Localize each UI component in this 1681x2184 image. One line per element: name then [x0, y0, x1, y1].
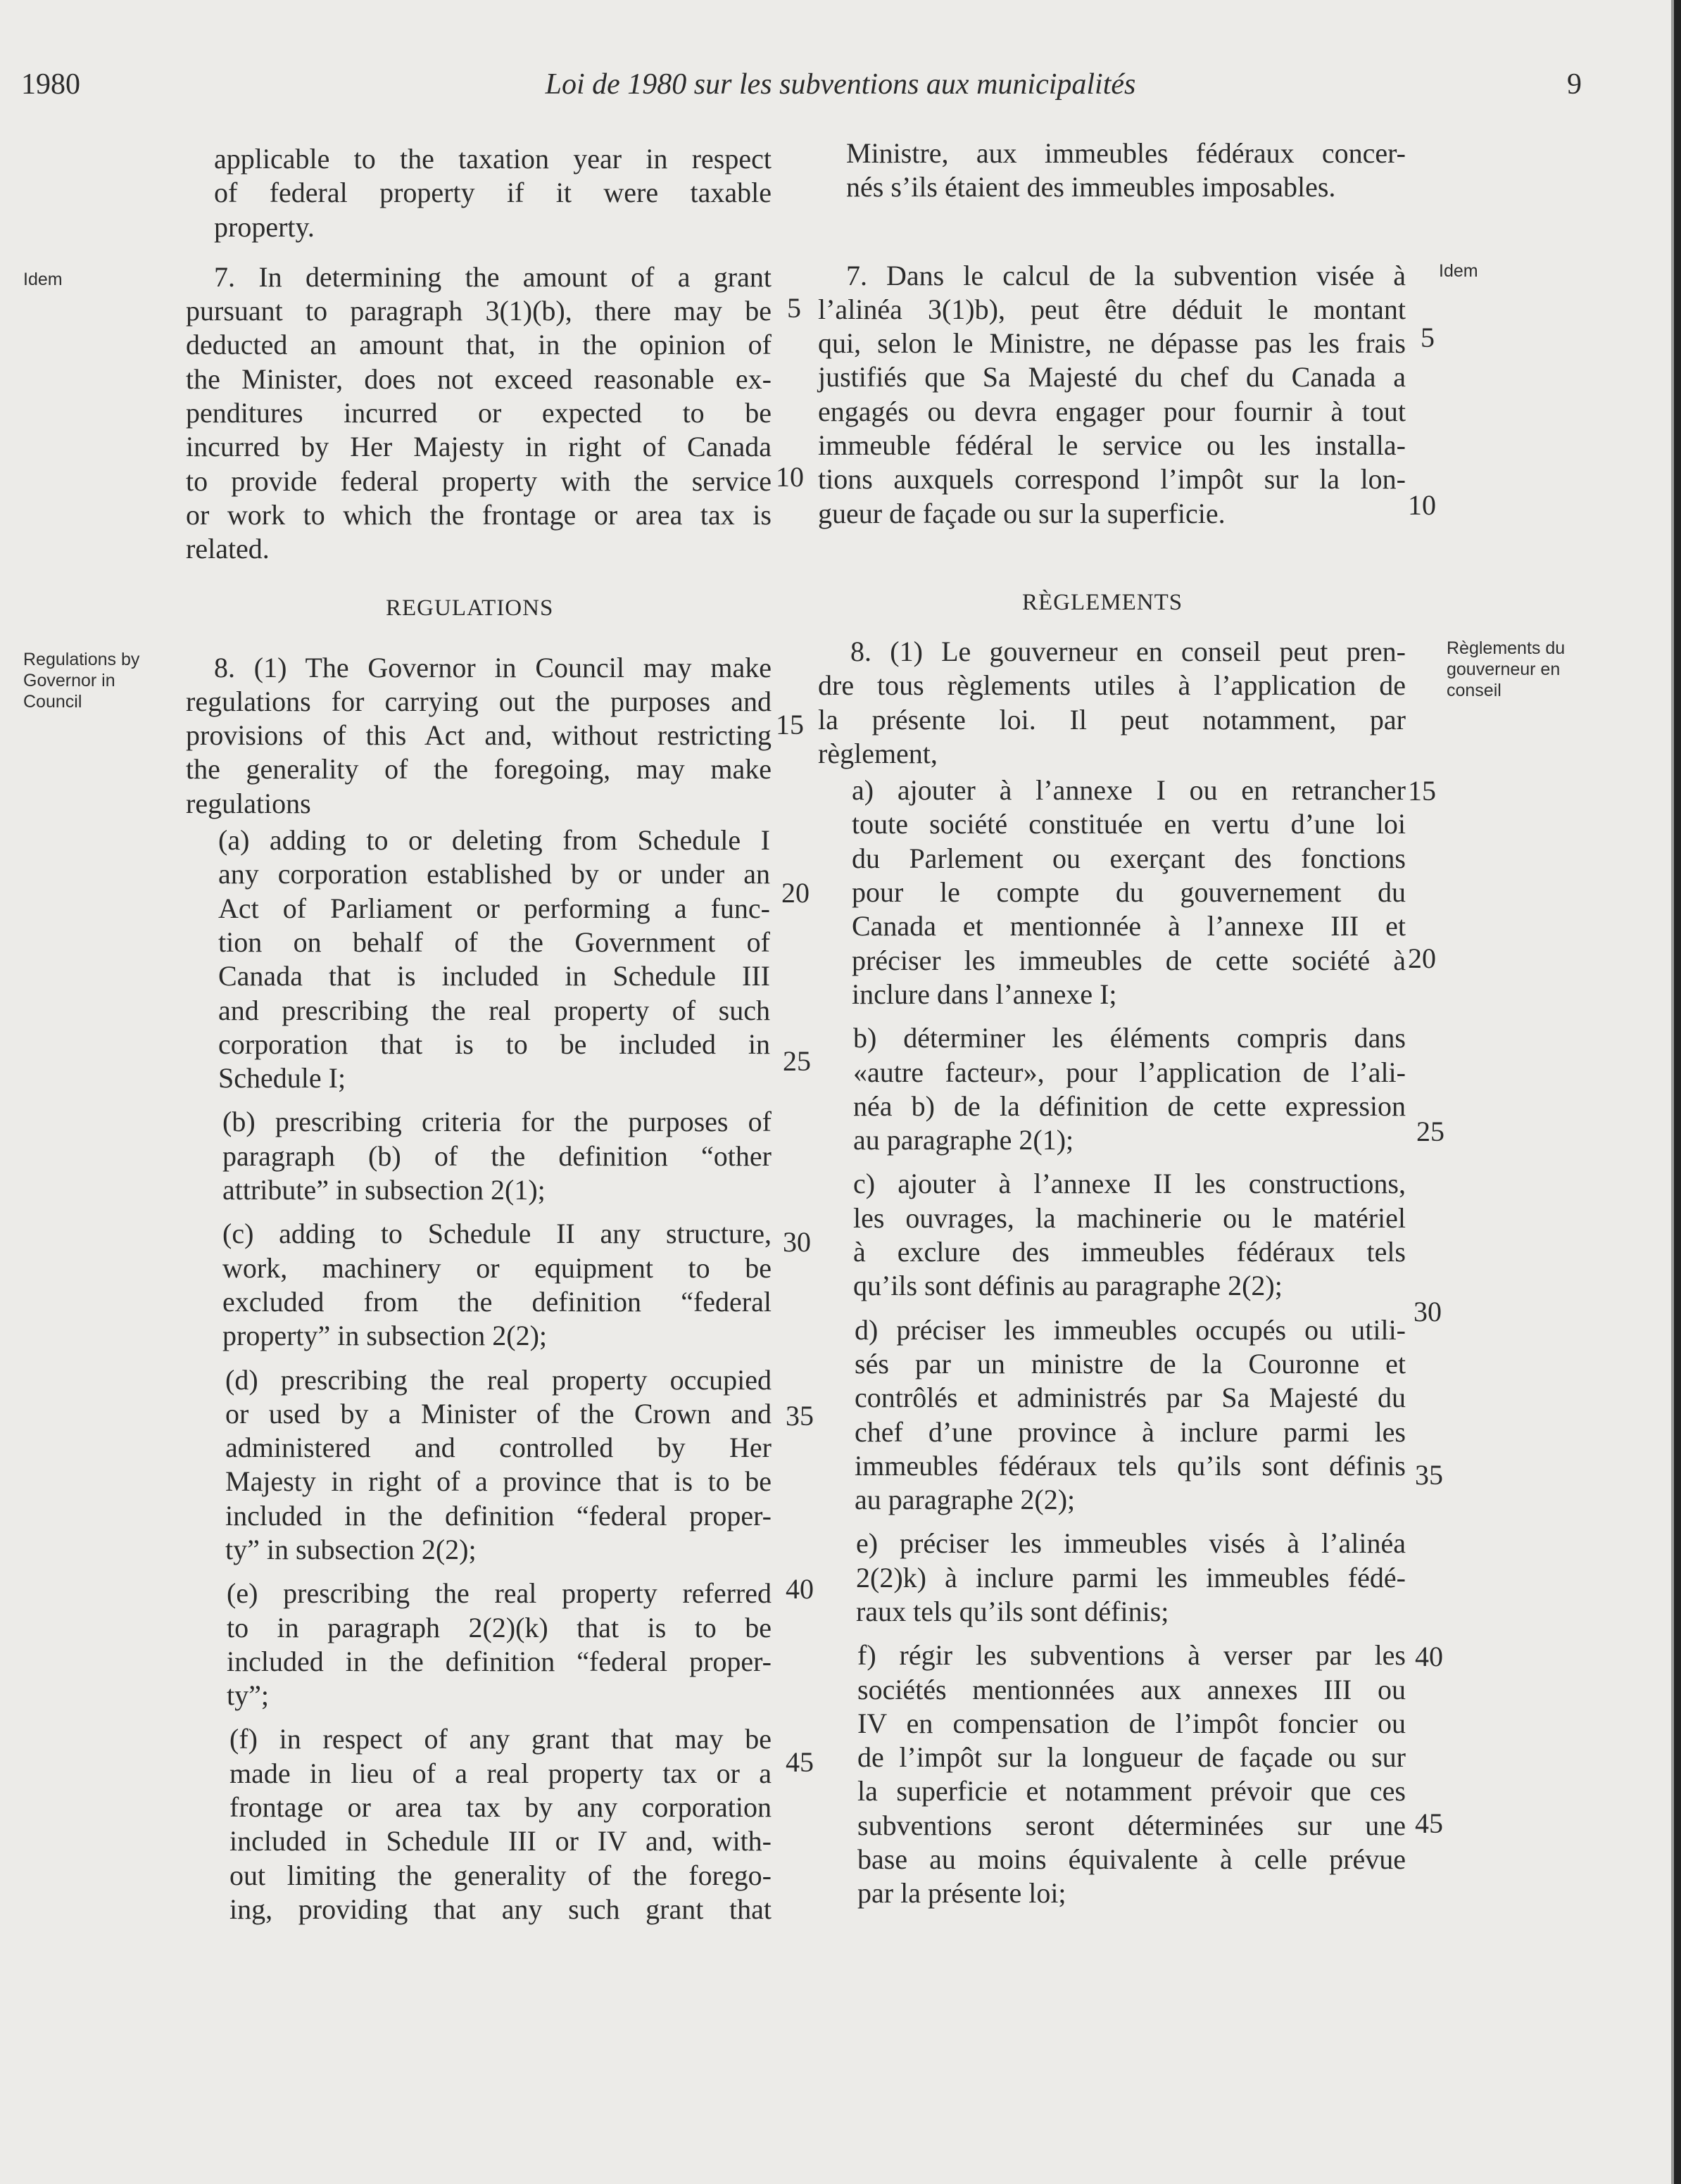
text-line: au paragraphe 2(1); [853, 1124, 1074, 1156]
text-line: included in Schedule III or IV and, with- [229, 1825, 772, 1857]
text-line: IV en compensation de l’impôt foncier ou [857, 1707, 1406, 1739]
margin-line: gouverneur en [1447, 659, 1561, 679]
text-line: made in lieu of a real property tax or a [229, 1757, 772, 1789]
english-section-8 [186, 651, 772, 821]
text-line: attribute” in subsection 2(1); [222, 1174, 546, 1206]
english-section-7 [186, 260, 772, 567]
text-line: included in the definition “federal proper- [227, 1645, 772, 1677]
text-line: out limiting the generality of the forego- [229, 1859, 772, 1891]
french-paragraph-f [818, 1639, 1406, 1910]
margin-note-regulations-fr [1447, 638, 1565, 701]
text-line: raux tels qu’ils sont définis; [856, 1595, 1169, 1627]
english-paragraph-a [186, 823, 772, 1095]
text-line: paragraph (b) of the definition “other [222, 1140, 772, 1172]
heading-reglements: RÈGLEMENTS [1022, 590, 1183, 615]
text-line: b) déterminer les éléments compris dans [853, 1022, 1406, 1054]
text-line: du Parlement ou exerçant des fonctions [852, 842, 1406, 874]
text-line: a) ajouter à l’annexe I ou en retrancher [852, 774, 1406, 807]
line-number: 40 [786, 1573, 814, 1605]
text-line: Canada that is included in Schedule III [218, 960, 770, 992]
text-line: regulations [186, 787, 311, 819]
text-line: deducted an amount that, in the opinion of [186, 329, 772, 361]
line-number: 20 [781, 877, 810, 909]
margin-line: conseil [1447, 681, 1501, 700]
text-line: justifiés que Sa Majesté du chef du Canada a [818, 361, 1406, 393]
text-line: qui, selon le Ministre, ne dépasse pas les frais [818, 327, 1406, 360]
line-number: 30 [783, 1226, 811, 1258]
page-edge-shadow [1674, 0, 1681, 2184]
margin-line: Règlements du [1447, 638, 1566, 658]
text-line: tion on behalf of the Government of [218, 926, 770, 958]
line-number: 20 [1408, 942, 1436, 974]
line-number: 40 [1415, 1641, 1443, 1672]
line-number: 5 [1421, 322, 1435, 353]
text-line: penditures incurred or expected to be [186, 397, 772, 429]
french-paragraph-d [818, 1313, 1406, 1517]
text-line: les ouvrages, la machinerie ou le matériel [853, 1201, 1406, 1234]
text-line: or work to which the frontage or area tax is [186, 498, 772, 531]
text-line: c) ajouter à l’annexe II les constructions, [853, 1168, 1406, 1200]
text-line: gueur de façade ou sur la superficie. [818, 497, 1226, 529]
text-line: chef d’une province à inclure parmi les [855, 1415, 1406, 1448]
text-line: f) régir les subventions à verser par les [857, 1639, 1406, 1672]
heading-regulations: REGULATIONS [386, 595, 554, 621]
text-line: or used by a Minister of the Crown and [225, 1397, 772, 1429]
french-section-7 [818, 259, 1406, 531]
text-line: applicable to the taxation year in respect [214, 143, 772, 175]
text-line: sociétés mentionnées aux annexes III ou [857, 1673, 1406, 1705]
margin-note-idem-en: Idem [23, 270, 63, 289]
margin-note-idem-fr: Idem [1439, 261, 1478, 281]
line-number: 15 [776, 709, 804, 740]
text-line: excluded from the definition “federal [222, 1285, 772, 1318]
french-paragraph-a [818, 774, 1406, 1011]
english-paragraph-b [186, 1105, 772, 1207]
text-line: Canada et mentionnée à l’annexe III et [852, 910, 1406, 942]
margin-note-regulations-en [23, 649, 139, 712]
line-number: 10 [1408, 489, 1436, 521]
english-continuation [186, 142, 772, 244]
text-line: ty”; [227, 1679, 269, 1712]
text-line: base au moins équivalente à celle prévue [857, 1843, 1406, 1876]
text-line: administered and controlled by Her [225, 1432, 772, 1464]
english-paragraph-d [186, 1363, 772, 1567]
text-line: engagés ou devra engager pour fournir à tout [818, 395, 1406, 427]
text-line: any corporation established by or under an [218, 858, 770, 890]
english-paragraph-c [186, 1217, 772, 1353]
text-line: la présente loi. Il peut notamment, par [818, 703, 1406, 736]
text-line: toute société constituée en vertu d’une loi [852, 808, 1406, 840]
text-line: and prescribing the real property of such [218, 994, 770, 1026]
french-paragraph-b [818, 1021, 1406, 1157]
english-paragraph-f [186, 1722, 772, 1926]
text-line: (e) prescribing the real property referred [227, 1577, 772, 1610]
text-line: pursuant to paragraph 3(1)(b), there may be [186, 295, 772, 327]
line-number: 35 [786, 1400, 814, 1432]
text-line: règlement, [818, 737, 938, 769]
text-line: related. [186, 533, 270, 565]
text-line: property. [214, 210, 315, 243]
text-line: to in paragraph 2(2)(k) that is to be [227, 1611, 772, 1643]
line-number: 45 [786, 1746, 814, 1778]
text-line: sés par un ministre de la Couronne et [855, 1347, 1406, 1380]
text-line: included in the definition “federal proper- [225, 1499, 772, 1532]
text-line: «autre facteur», pour l’application de l’ali- [853, 1056, 1406, 1088]
text-line: of federal property if it were taxable [214, 177, 772, 209]
text-line: incurred by Her Majesty in right of Canada [186, 431, 772, 463]
text-line: provisions of this Act and, without restricting [186, 719, 772, 752]
text-line: subventions seront déterminées sur une [857, 1809, 1406, 1841]
text-line: (b) prescribing criteria for the purposes of [222, 1106, 772, 1138]
text-line: Ministre, aux immeubles fédéraux concer- [846, 137, 1406, 169]
text-line: néa b) de la définition de cette expression [853, 1090, 1406, 1122]
text-line: ty” in subsection 2(2); [225, 1533, 477, 1565]
text-line: qu’ils sont définis au paragraphe 2(2); [853, 1270, 1283, 1302]
french-paragraph-c [818, 1167, 1406, 1303]
english-paragraph-e [186, 1577, 772, 1712]
text-line: contrôlés et administrés par Sa Majesté du [855, 1382, 1406, 1414]
text-line: immeuble fédéral le service ou les installa- [818, 429, 1406, 462]
text-line: (d) prescribing the real property occupied [225, 1363, 772, 1396]
text-line: de l’impôt sur la longueur de façade ou sur [857, 1741, 1406, 1774]
text-line: ing, providing that any such grant that [229, 1893, 772, 1925]
french-column [818, 137, 1406, 1911]
text-line: (a) adding to or deleting from Schedule I [218, 824, 770, 857]
line-number: 25 [1416, 1116, 1444, 1147]
margin-line: Regulations by [23, 650, 140, 669]
french-continuation [818, 137, 1406, 205]
text-line: 2(2)k) à inclure parmi les immeubles fédé- [856, 1561, 1406, 1593]
text-line: dre tous règlements utiles à l’application de [818, 669, 1406, 702]
english-column [186, 142, 772, 1926]
text-line: Majesty in right of a province that is to be [225, 1465, 772, 1498]
page-edge-line [1671, 0, 1674, 2184]
text-line: (f) in respect of any grant that may be [229, 1723, 772, 1755]
french-section-8 [818, 635, 1406, 771]
text-line: to provide federal property with the service [186, 465, 772, 497]
text-line: regulations for carrying out the purposes and [186, 685, 772, 717]
text-line: à exclure des immeubles fédéraux tels [853, 1236, 1406, 1268]
line-number: 35 [1415, 1459, 1443, 1491]
line-number: 5 [787, 292, 801, 324]
header-year: 1980 [21, 68, 80, 101]
text-line: e) préciser les immeubles visés à l’alinéa [856, 1527, 1406, 1560]
line-number: 15 [1408, 775, 1436, 807]
french-paragraph-e [818, 1527, 1406, 1629]
text-line: tions auxquels correspond l’impôt sur la lon- [818, 463, 1406, 495]
text-line: pour le compte du gouvernement du [852, 876, 1406, 909]
text-line: the generality of the foregoing, may make [186, 753, 772, 785]
margin-line: Council [23, 692, 82, 712]
text-line: d) préciser les immeubles occupés ou utili- [855, 1313, 1406, 1346]
text-line: l’alinéa 3(1)b), peut être déduit le montant [818, 293, 1406, 325]
line-number: 30 [1414, 1296, 1442, 1327]
line-number: 25 [783, 1045, 811, 1077]
text-line: corporation that is to be included in [218, 1028, 770, 1060]
text-line: frontage or area tax by any corporation [229, 1791, 772, 1824]
line-number: 45 [1415, 1807, 1443, 1839]
margin-line: Governor in [23, 671, 115, 690]
text-line: 8. (1) Le gouverneur en conseil peut pren- [850, 635, 1406, 667]
text-line: 8. (1) The Governor in Council may make [214, 651, 772, 683]
text-line: 7. Dans le calcul de la subvention visée à [846, 259, 1406, 291]
text-line: préciser les immeubles de cette société à [852, 944, 1406, 976]
text-line: par la présente loi; [857, 1877, 1066, 1910]
text-line: la superficie et notamment prévoir que ces [857, 1775, 1406, 1807]
text-line: immeubles fédéraux tels qu’ils sont définis [855, 1449, 1406, 1482]
header-page-number: 9 [1567, 68, 1582, 101]
text-line: au paragraphe 2(2); [855, 1484, 1076, 1516]
text-line: nés s’ils étaient des immeubles imposables. [846, 171, 1336, 203]
text-line: Schedule I; [218, 1062, 346, 1094]
line-number: 10 [776, 461, 804, 493]
text-line: Act of Parliament or performing a func- [218, 892, 770, 924]
text-line: property” in subsection 2(2); [222, 1320, 547, 1352]
text-line: the Minister, does not exceed reasonable ex- [186, 362, 772, 395]
text-line: work, machinery or equipment to be [222, 1251, 772, 1284]
text-line: inclure dans l’annexe I; [852, 978, 1117, 1010]
text-line: (c) adding to Schedule II any structure, [222, 1218, 772, 1250]
text-line: 7. In determining the amount of a grant [214, 260, 772, 293]
header-title: Loi de 1980 sur les subventions aux municipalités [545, 68, 1136, 101]
